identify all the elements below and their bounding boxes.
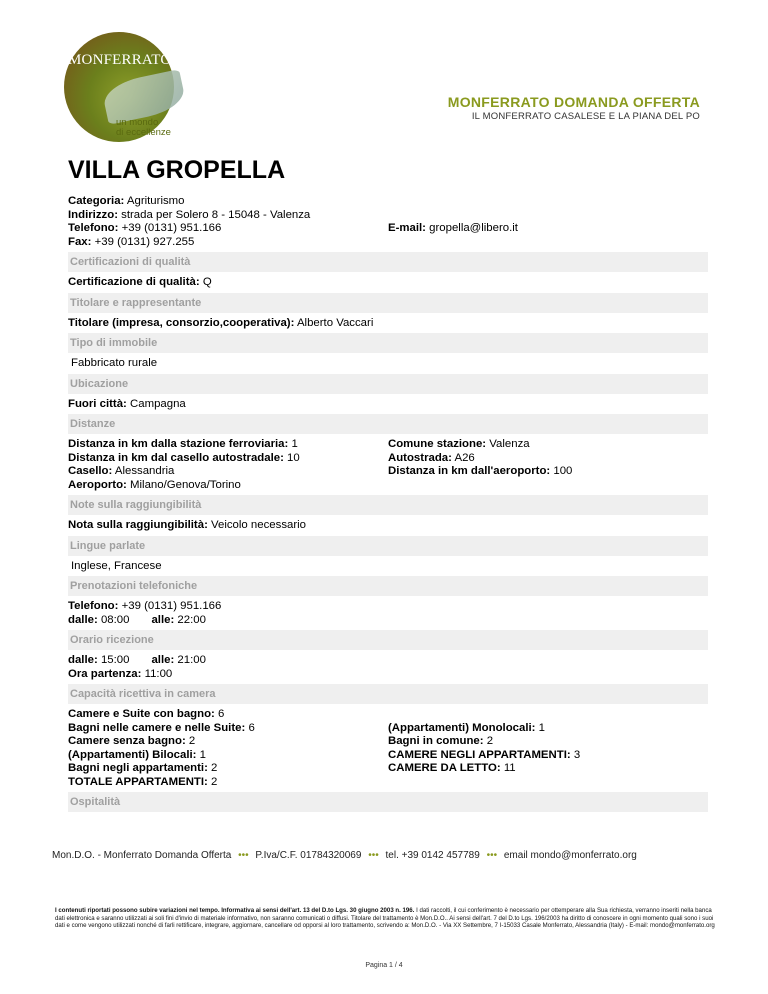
distanze-value: A26 bbox=[454, 451, 475, 464]
distanze-value: Valenza bbox=[489, 438, 530, 450]
capacita-block bbox=[68, 708, 708, 789]
categoria-value: Agriturismo bbox=[126, 195, 185, 207]
distanze-label: Distanza in km dal casello autostradale: bbox=[68, 451, 284, 464]
nota-label: Nota sulla raggiungibilità: bbox=[68, 519, 208, 531]
distanze-label: Distanza in km dalla stazione ferroviaria: bbox=[68, 438, 289, 450]
capacita-value: 2 bbox=[211, 775, 218, 788]
orario-dalle-label: dalle: bbox=[68, 654, 98, 666]
capacita-label: (Appartamenti) Bilocali: bbox=[68, 748, 197, 761]
nota-row bbox=[68, 519, 708, 533]
footer-contacts bbox=[52, 850, 637, 861]
distanze-label: Aeroporto: bbox=[68, 478, 127, 491]
prenotazioni-telefono-value: +39 (0131) 951.166 bbox=[121, 600, 222, 612]
fax-label: Fax: bbox=[68, 235, 92, 248]
dalle-label: dalle: bbox=[68, 613, 98, 626]
capacita-label: (Appartamenti) Monolocali: bbox=[388, 721, 536, 734]
section-ubicazione: Ubicazione bbox=[68, 374, 708, 394]
distanze-value: Alessandria bbox=[114, 465, 175, 477]
page-title: VILLA GROPELLA bbox=[68, 156, 286, 184]
disclaimer-bold: I contenuti riportati possono subire variazioni nel tempo. Informativa ai sensi dell'art. 13 del D.to Lgs. 30 giugno 2003 n. 196. bbox=[55, 907, 415, 914]
capacita-label: Bagni in comune: bbox=[388, 735, 484, 747]
section-prenotazioni: Prenotazioni telefoniche bbox=[68, 576, 708, 596]
email-value[interactable]: gropella@libero.it bbox=[429, 222, 518, 234]
indirizzo-label: Indirizzo: bbox=[68, 208, 118, 221]
capacita-value: 1 bbox=[538, 721, 545, 734]
prenotazioni-telefono-label: Telefono: bbox=[68, 600, 119, 612]
email-label: E-mail: bbox=[388, 222, 426, 234]
fax-row bbox=[68, 236, 388, 250]
distanze-value: Milano/Genova/Torino bbox=[130, 478, 241, 491]
capacita-item bbox=[68, 735, 388, 749]
capacita-label: Bagni nelle camere e nelle Suite: bbox=[68, 721, 246, 734]
contact-left bbox=[68, 195, 388, 249]
certificazione-value: Q bbox=[202, 276, 212, 288]
capacita-item bbox=[68, 776, 388, 790]
capacita-item bbox=[388, 749, 708, 763]
capacita-value: 3 bbox=[573, 748, 581, 761]
distanze-label: Casello: bbox=[68, 465, 113, 477]
section-lingue: Lingue parlate bbox=[68, 536, 708, 556]
orario-alle-value: 21:00 bbox=[177, 654, 206, 666]
orario-dalle-value: 15:00 bbox=[100, 654, 130, 666]
distanze-item bbox=[68, 479, 388, 493]
certificazione-row bbox=[68, 276, 708, 290]
distanze-right bbox=[388, 438, 708, 492]
capacita-item bbox=[68, 708, 388, 722]
capacita-item bbox=[68, 749, 388, 763]
telefono-value: +39 (0131) 951.166 bbox=[121, 222, 222, 234]
orario-alle-label: alle: bbox=[151, 654, 175, 666]
titolare-label: Titolare (impresa, consorzio,cooperativa): bbox=[68, 316, 295, 329]
orario-row bbox=[68, 654, 708, 668]
categoria-label: Categoria: bbox=[68, 195, 125, 207]
partenza-row bbox=[68, 668, 708, 682]
footer-email[interactable]: email mondo@monferrato.org bbox=[503, 850, 637, 861]
capacita-value: 2 bbox=[211, 762, 218, 774]
indirizzo-value: strada per Solero 8 - 15048 - Valenza bbox=[121, 208, 311, 221]
partenza-value: 11:00 bbox=[144, 667, 173, 680]
section-titolare: Titolare e rappresentante bbox=[68, 293, 708, 313]
footer-separator: ••• bbox=[368, 850, 379, 861]
distanze-value: 1 bbox=[291, 438, 298, 450]
disclaimer-text: I dati raccolti, il cui conferimento è necessario per ottemperare alla Sua richiesta, verranno inseriti nella banca dati elettronica e saranno utilizzati ai soli fini d'invio di materiale informativo, non saranno comunicati o diffusi. Titolare del trattamento è Mon.D.O.. Ai sensi dell'art. 7 del D.to Lgs. 196/2003 ha diritto di conoscere in ogni momento quali sono i suoi dati e come vengono utilizzati nonché di farli rettificare, integrare, aggiornare, cancellare od opporsi al loro trattamento, scrivendo a: Mon.D.O. - Via XX Settembre, 7 I-15033 Casale Monferrato, Alessandria (Italy) - E-mail: mondo@monferrato.org bbox=[55, 907, 715, 930]
org-subtitle: IL MONFERRATO CASALESE E LA PIANA DEL PO bbox=[471, 111, 700, 122]
section-note: Note sulla raggiungibilità bbox=[68, 495, 708, 515]
section-tipo-immobile: Tipo di immobile bbox=[68, 333, 708, 353]
capacita-value: 6 bbox=[218, 708, 225, 720]
distanze-item bbox=[388, 438, 708, 452]
capacita-label: TOTALE APPARTAMENTI: bbox=[68, 775, 208, 788]
capacita-right bbox=[388, 708, 708, 789]
nota-value: Veicolo necessario bbox=[211, 519, 307, 531]
capacita-left bbox=[68, 708, 388, 789]
capacita-label: Bagni negli appartamenti: bbox=[68, 762, 208, 774]
capacita-item bbox=[68, 722, 388, 736]
footer-org: Mon.D.O. - Monferrato Domanda Offerta bbox=[52, 850, 232, 861]
contact-block bbox=[68, 195, 708, 249]
distanze-label: Comune stazione: bbox=[388, 438, 487, 450]
footer-separator: ••• bbox=[238, 850, 249, 861]
capacita-item bbox=[68, 762, 388, 776]
capacita-label: Camere e Suite con bagno: bbox=[68, 708, 215, 720]
distanze-block bbox=[68, 438, 708, 492]
email-row bbox=[388, 222, 708, 236]
distanze-item bbox=[68, 438, 388, 452]
telefono-row bbox=[68, 222, 388, 236]
capacita-value: 11 bbox=[503, 762, 516, 774]
footer-piva: P.Iva/C.F. 01784320069 bbox=[255, 850, 362, 861]
titolare-row bbox=[68, 317, 708, 331]
section-ospitalita: Ospitalità bbox=[68, 792, 708, 812]
capacita-item bbox=[388, 722, 708, 736]
contact-right bbox=[388, 195, 708, 249]
prenotazioni-telefono-row bbox=[68, 600, 708, 614]
categoria-row bbox=[68, 195, 388, 209]
section-certificazioni: Certificazioni di qualità bbox=[68, 252, 708, 272]
listing-content bbox=[68, 195, 708, 816]
section-capacita: Capacità ricettiva in camera bbox=[68, 684, 708, 704]
distanze-label: Distanza in km dall'aeroporto: bbox=[388, 465, 551, 477]
indirizzo-row bbox=[68, 209, 388, 223]
org-title: MONFERRATO DOMANDA OFFERTA bbox=[447, 94, 700, 110]
monferrato-logo bbox=[64, 32, 198, 142]
alle-label: alle: bbox=[151, 613, 175, 626]
distanze-item bbox=[68, 465, 388, 479]
distanze-value: 10 bbox=[287, 451, 300, 464]
capacita-value: 1 bbox=[199, 748, 206, 761]
tipo-immobile-value: Fabbricato rurale bbox=[71, 357, 158, 369]
titolare-value: Alberto Vaccari bbox=[296, 316, 374, 329]
ubicazione-row bbox=[68, 398, 708, 412]
certificazione-label: Certificazione di qualità: bbox=[68, 276, 200, 288]
distanze-item bbox=[388, 452, 708, 466]
logo-tagline: un mondo di eccellenze bbox=[116, 117, 171, 138]
alle-value: 22:00 bbox=[177, 613, 206, 626]
telefono-label: Telefono: bbox=[68, 222, 119, 234]
fax-value: +39 (0131) 927.255 bbox=[94, 235, 195, 248]
capacita-value: 2 bbox=[486, 735, 494, 747]
footer-separator: ••• bbox=[486, 850, 498, 861]
ubicazione-value: Campagna bbox=[130, 397, 186, 410]
capacita-item bbox=[388, 762, 708, 776]
partenza-label: Ora partenza: bbox=[68, 667, 142, 680]
privacy-disclaimer bbox=[55, 907, 715, 930]
capacita-label: CAMERE DA LETTO: bbox=[388, 762, 501, 774]
capacita-value: 6 bbox=[248, 721, 255, 734]
capacita-item bbox=[388, 735, 708, 749]
page-number: Pagina 1 / 4 bbox=[365, 962, 403, 969]
distanze-left bbox=[68, 438, 388, 492]
capacita-label: CAMERE NEGLI APPARTAMENTI: bbox=[388, 748, 571, 761]
distanze-item bbox=[388, 465, 708, 479]
capacita-label: Camere senza bagno: bbox=[68, 735, 186, 747]
capacita-value: 2 bbox=[188, 735, 196, 747]
logo-wordmark: MONFERRATO bbox=[68, 52, 172, 68]
distanze-item bbox=[68, 452, 388, 466]
ubicazione-label: Fuori città: bbox=[68, 397, 127, 410]
prenotazioni-orari-row bbox=[68, 614, 708, 628]
lingue-value: Inglese, Francese bbox=[71, 559, 162, 572]
section-orario: Orario ricezione bbox=[68, 630, 708, 650]
distanze-label: Autostrada: bbox=[388, 451, 452, 464]
section-distanze: Distanze bbox=[68, 414, 708, 434]
dalle-value: 08:00 bbox=[100, 613, 130, 626]
footer-tel: tel. +39 0142 457789 bbox=[385, 850, 480, 861]
distanze-value: 100 bbox=[553, 465, 573, 477]
